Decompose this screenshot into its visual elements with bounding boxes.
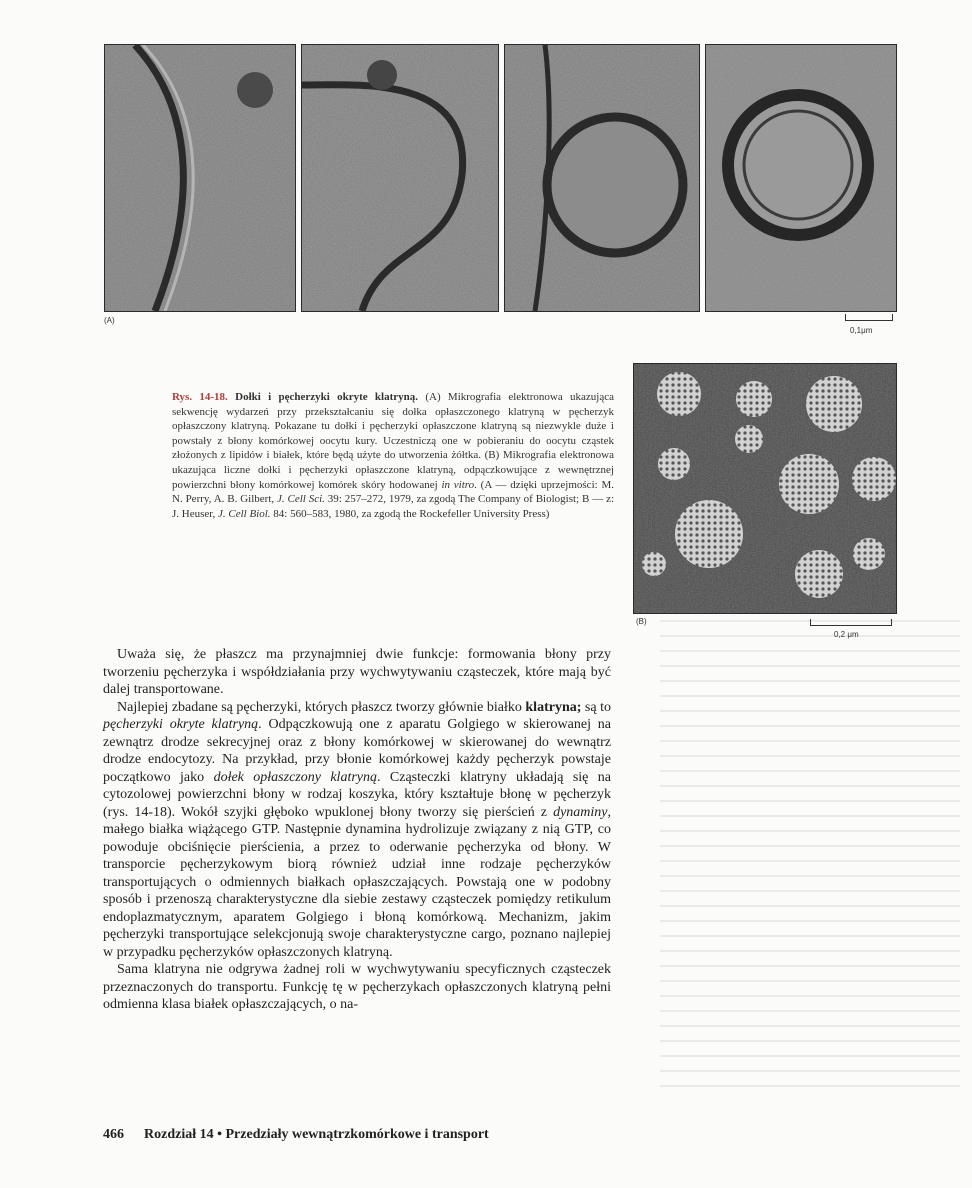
text-run: . Cząsteczki klatryny układają się na cytozolowej powierzchni błony w rodzaj koszyka, który kształtuje błonę w pęcherzyk (rys. 14-18). Wokół szyjki głęboko wpuklonej błony tworzy się pierścień z (103, 769, 612, 820)
text-run: są to (581, 699, 611, 715)
text-run: . Odpączkowują one z aparatu Golgiego w skierowanej na zewnątrz drodze sekrecyjnej oraz z błony komórkowej w skierowanej do wewnątrz drodze endocytozy. Na przykład, przy błonie komórkowej każdy pęcherzyk powstaje początkowo jako (103, 717, 612, 785)
micrograph-a1 (104, 44, 296, 312)
term-italic: dynaminy (553, 804, 608, 820)
term-italic: dołek opłaszczony klatryną (213, 769, 378, 785)
figure-label-a: (A) (104, 316, 115, 325)
caption-text: (A) Mikrografia elektronowa ukazująca sekwencję wydarzeń przy przekształcaniu się dołka opłaszczonego klatryną w pęcherzyk opłaszczony klatryną. Pokazane tu dołki i pęcherzyki opłaszczone klatryną są niezwykle duże i powstały z błony komórkowej oocytu kury. Uczestniczą one w pobieraniu do oocytu cząstek złożonych z lipidów i białek, które będą użyte do utworzenia żółtka. (B) Mikrografia elektronowa ukazująca liczne dołki i pęcherzyki opłaszczone klatryną, odpączkowujące z wewnętrznej powierzchni błony komórkowej komórek skóry hodowanej (172, 391, 614, 491)
text-run: , małego białka wiążącego GTP. Następnie dynamina hydrolizuje związany z nią GTP, co powoduje obciśnięcie pierścienia, a przez to oderwanie pęcherzyka od błony. W transporcie pęcherzykowym biorą również udział inne rodzaje pęcherzyków transportujących o odmiennych białkach opłaszczających. Powstają one w podobny sposób i przenoszą charakterystyczne dla siebie zestawy cząsteczek pomiędzy retikulum endoplazmatycznym, aparatem Golgiego i błoną komórkową. Mechanizm, jakim pęcherzyki transportujące selekcjonują swoje charakterystyczne cargo, poznano najlepiej w przypadku pęcherzyków opłaszczonych klatryną. (103, 804, 611, 960)
figure-label-b: (B) (636, 617, 647, 626)
scale-label-b: 0,2 μm (834, 630, 859, 639)
caption-text: 39: 257–272, 1979, za zgodą The Company of Biologist; B — z: J. Heuser, (172, 493, 615, 520)
micrograph-a2 (301, 44, 499, 312)
caption-title: Dołki i pęcherzyki okryte klatryną. (235, 391, 419, 403)
scale-label-a: 0,1μm (850, 326, 873, 335)
page-number: 466 (103, 1127, 124, 1142)
paragraph (103, 699, 611, 962)
page-footer (103, 1127, 489, 1143)
chapter-title: Rozdział 14 • Przedziały wewnątrzkomórkowe i transport (144, 1127, 489, 1142)
caption-text: . (A — dzięki uprzejmości: M. N. Perry, A. B. Gilbert, (172, 478, 614, 506)
scale-bar-a (845, 314, 893, 321)
term-italic: pęcherzyki okryte klatryną (103, 717, 259, 732)
paragraph: Uważa się, że płaszcz ma przynajmniej dwie funkcje: formowania błony przy tworzeniu pęcherzyka i współdziałania przy wychwytywaniu cząsteczek, które mają być dalej transportowane. (103, 647, 611, 697)
term-bold: klatryna; (525, 699, 582, 715)
micrograph-a3 (504, 44, 700, 312)
body-text (103, 646, 611, 1014)
text-run: Najlepiej zbadane są pęcherzyki, których płaszcz tworzy głównie białko (117, 699, 526, 715)
caption-journal: J. Cell Sci. (277, 493, 325, 506)
caption-italic: in vitro (441, 478, 475, 491)
caption-text: 84: 560–583, 1980, za zgodą the Rockefeller University Press) (270, 507, 550, 520)
caption-journal: J. Cell Biol. (218, 507, 271, 520)
scale-bar-b (810, 619, 892, 626)
paragraph: Sama klatryna nie odgrywa żadnej roli w wychwytywaniu specyficznych cząsteczek przeznaczonych do transportu. Funkcję tę w pęcherzykach opłaszczonych klatryną pełni odmienna klasa białek opłaszczających, o na- (103, 962, 611, 1012)
figure-caption (172, 390, 614, 521)
figure-number: Rys. 14-18. (172, 391, 228, 403)
bleed-through (660, 620, 960, 1140)
micrograph-a4 (705, 44, 897, 312)
micrograph-b (633, 363, 897, 614)
